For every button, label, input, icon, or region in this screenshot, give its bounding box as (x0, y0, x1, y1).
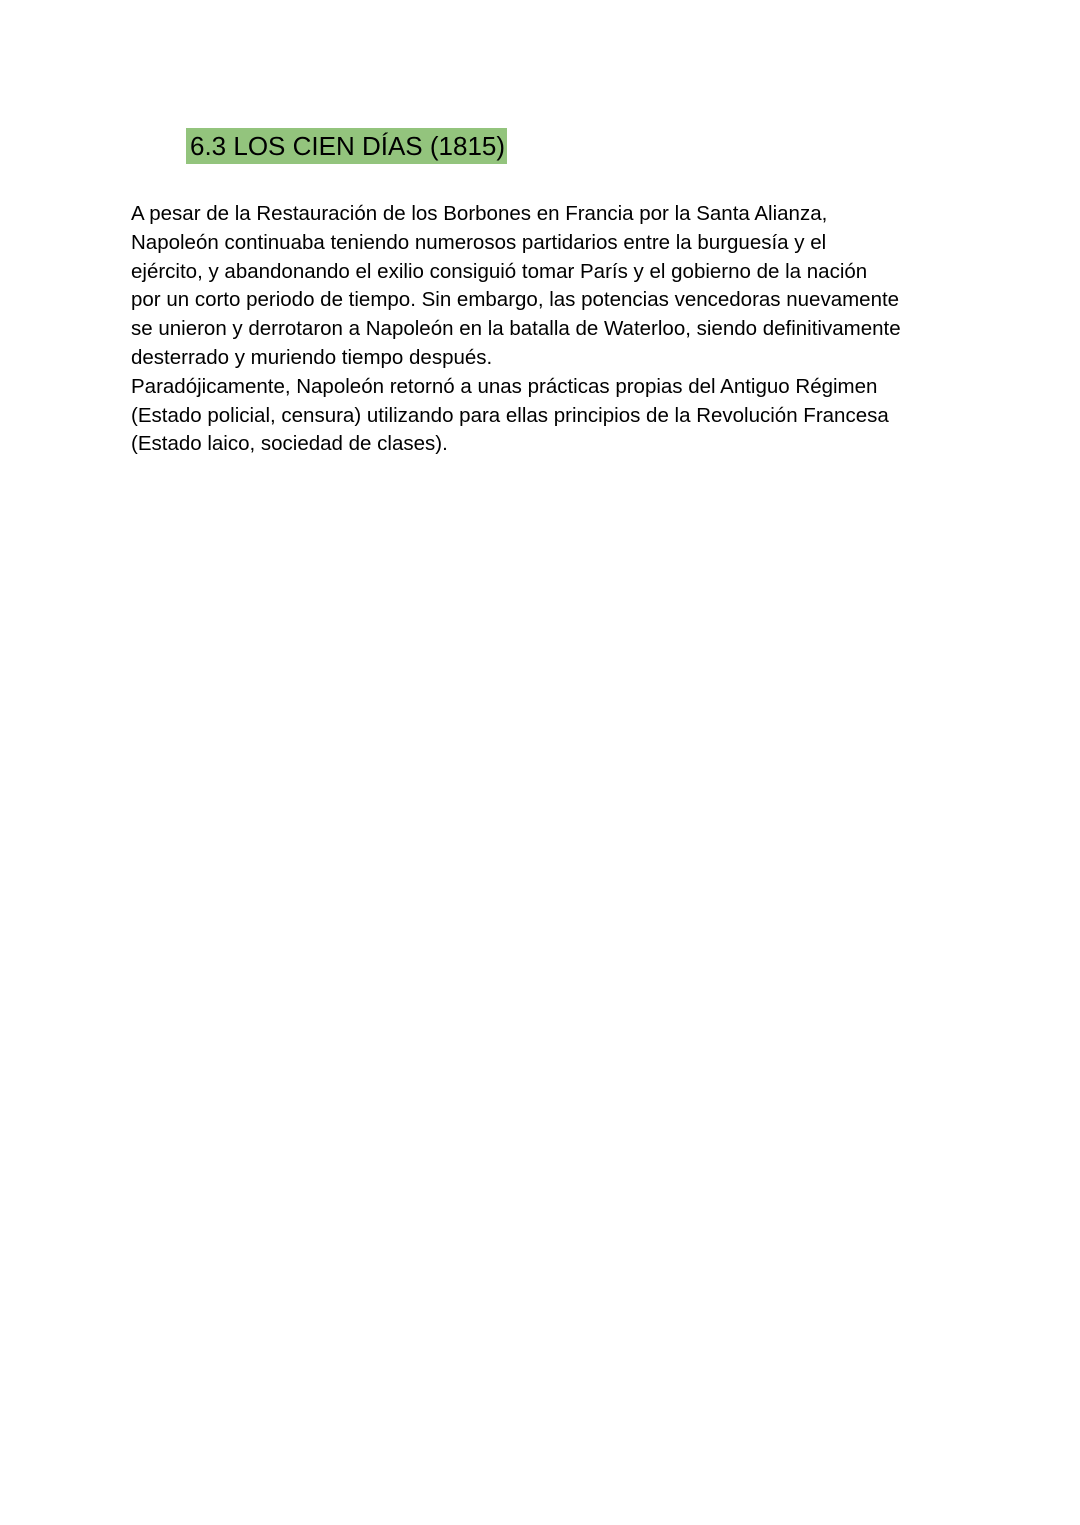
text-line: A pesar de la Restauración de los Borbones en Francia por la Santa Alianza, (131, 202, 828, 225)
body-paragraph (131, 200, 961, 459)
text-line: ejército, y abandonando el exilio consiguió tomar París y el gobierno de la nación (131, 259, 868, 283)
text-line: (Estado laico, sociedad de clases). (131, 432, 448, 456)
text-line: desterrado y muriendo tiempo después. (131, 345, 493, 369)
text-line: se unieron y derrotaron a Napoleón en la batalla de Waterloo, siendo definitivamente (131, 317, 901, 341)
section-heading-block (186, 128, 507, 164)
text-line: Napoleón continuaba teniendo numerosos partidarios entre la burguesía y el (131, 230, 827, 254)
text-line: Paradójicamente, Napoleón retornó a unas prácticas propias del Antiguo Régimen (131, 374, 878, 398)
section-heading: 6.3 LOS CIEN DÍAS (1815) (186, 128, 507, 164)
text-line: (Estado policial, censura) utilizando para ellas principios de la Revolución Francesa (131, 403, 889, 427)
text-line: por un corto periodo de tiempo. Sin embargo, las potencias vencedoras nuevamente (131, 288, 900, 312)
